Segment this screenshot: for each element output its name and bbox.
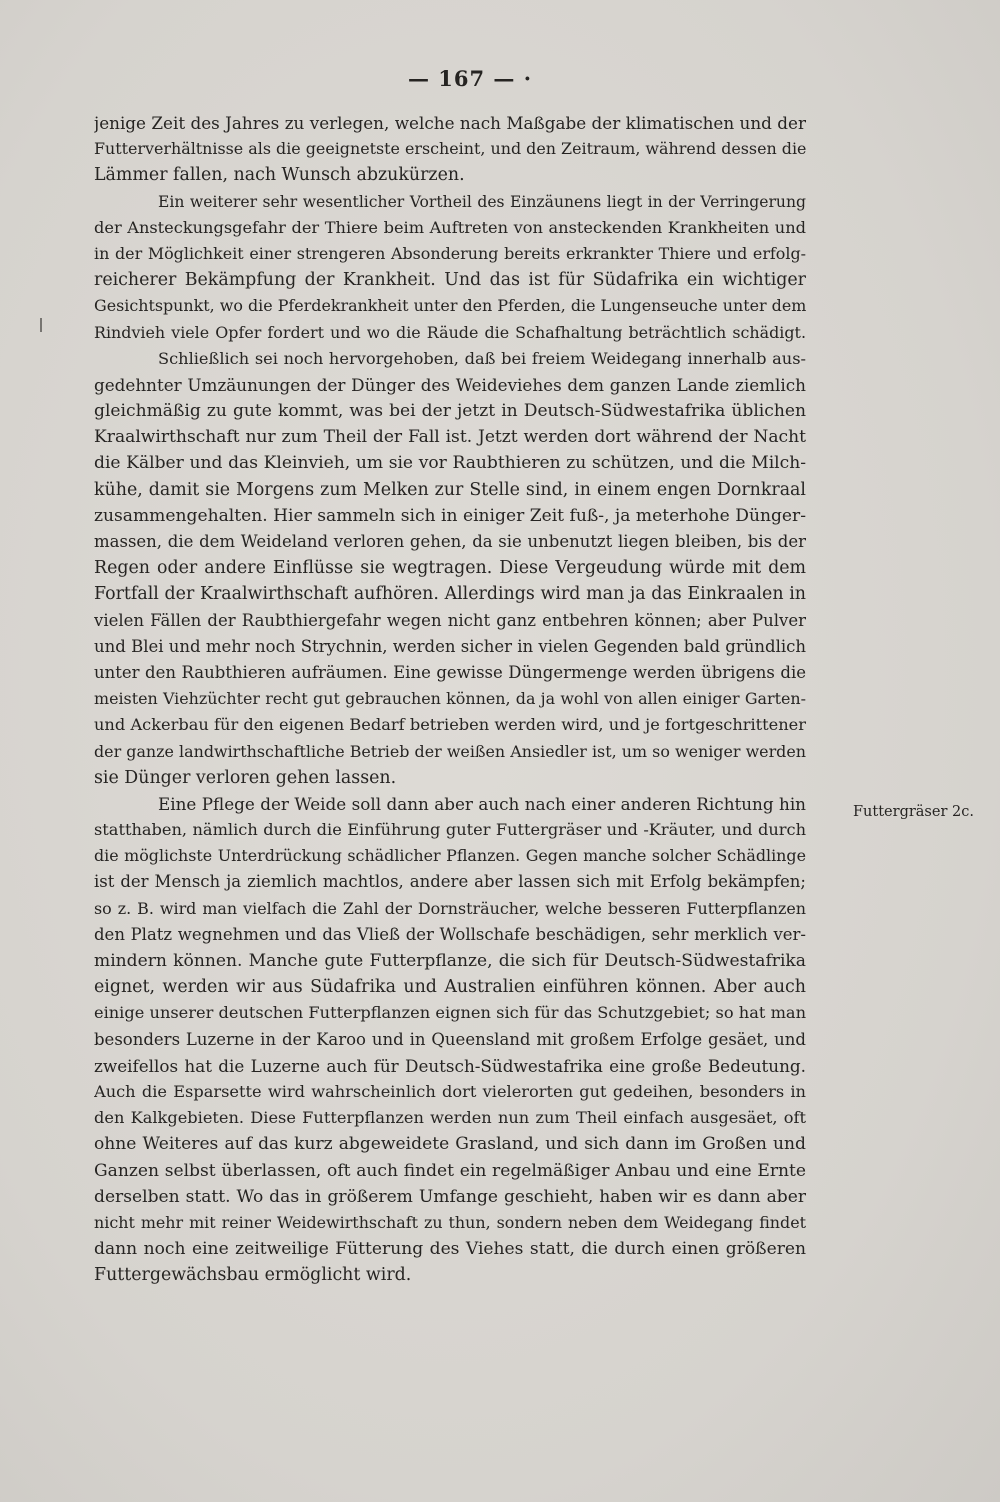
text-line: gedehnter Umzäunungen der Dünger des Weideviehes dem ganzen Lande ziemlich — [94, 374, 806, 395]
page-number: — 167 — · — [407, 66, 533, 91]
body-text — [94, 110, 806, 1288]
text-line: sie Dünger verloren gehen lassen. — [94, 767, 397, 788]
text-line: Lämmer fallen, nach Wunsch abzukürzen. — [94, 165, 465, 186]
text-line: Ganzen selbst überlassen, oft auch findet ein regelmäßiger Anbau und eine Ernte — [94, 1160, 806, 1181]
text-line: reicherer Bekämpfung der Krankheit. Und das ist für Südafrika ein wichtiger — [94, 270, 806, 291]
text-line: ist der Mensch ja ziemlich machtlos, andere aber lassen sich mit Erfolg bekämpfen; — [94, 872, 806, 892]
text-line: nicht mehr mit reiner Weidewirthschaft zu thun, sondern neben dem Weidegang findet — [94, 1212, 806, 1232]
text-line: kühe, damit sie Morgens zum Melken zur Stelle sind, in einem engen Dornkraal — [94, 479, 806, 500]
text-line: zusammengehalten. Hier sammeln sich in einiger Zeit fuß-, ja meterhohe Dünger- — [94, 505, 806, 526]
text-line: statthaben, nämlich durch die Einführung guter Futtergräser und -Kräuter, und durch — [94, 820, 806, 840]
text-line: die möglichste Unterdrückung schädlicher Pflanzen. Gegen manche solcher Schädlinge — [94, 846, 806, 866]
text-line: ohne Weiteres auf das kurz abgeweidete Grasland, und sich dann im Großen und — [94, 1134, 806, 1155]
text-line: unter den Raubthieren aufräumen. Eine gewisse Düngermenge werden übrigens die — [94, 662, 806, 682]
text-line: Fortfall der Kraalwirthschaft aufhören. Allerdings wird man ja das Einkraalen in — [94, 584, 806, 605]
margin-mark — [40, 318, 42, 332]
text-line: den Platz wegnehmen und das Vließ der Wollschafe beschädigen, sehr merklich ver- — [94, 924, 806, 944]
text-line: einige unserer deutschen Futterpflanzen eignen sich für das Schutzgebiet; so hat man — [94, 1003, 806, 1023]
text-line: jenige Zeit des Jahres zu verlegen, welche nach Maßgabe der klimatischen und der — [94, 113, 806, 133]
text-line: so z. B. wird man vielfach die Zahl der Dornsträucher, welche besseren Futterpflanzen — [94, 898, 806, 918]
text-line: Futterverhältnisse als die geeignetste erscheint, und den Zeitraum, während dessen die — [94, 139, 806, 159]
text-line: und Ackerbau für den eigenen Bedarf betrieben werden wird, und je fortgeschrittener — [94, 715, 806, 735]
text-line: dann noch eine zeitweilige Fütterung des Viehes statt, die durch einen größeren — [94, 1239, 806, 1260]
text-line: Rindvieh viele Opfer fordert und wo die Räude die Schafhaltung beträchtlich schädigt. — [94, 322, 806, 342]
text-line: Schließlich sei noch hervorgehoben, daß bei freiem Weidegang innerhalb aus- — [158, 348, 806, 368]
text-line: den Kalkgebieten. Diese Futterpflanzen werden nun zum Theil einfach ausgesäet, oft — [94, 1108, 806, 1128]
text-line: zweifellos hat die Luzerne auch für Deutsch-Südwestafrika eine große Bedeutung. — [94, 1055, 806, 1076]
text-line: Kraalwirthschaft nur zum Theil der Fall ist. Jetzt werden dort während der Nacht — [94, 427, 806, 448]
text-line: massen, die dem Weideland verloren gehen, da sie unbenutzt liegen bleiben, bis der — [94, 532, 806, 551]
text-line: die Kälber und das Kleinvieh, um sie vor Raubthieren zu schützen, und die Milch- — [94, 453, 806, 474]
text-line: mindern können. Manche gute Futterpflanze, die sich für Deutsch-Südwestafrika — [94, 951, 806, 971]
text-line: Ein weiterer sehr wesentlicher Vortheil des Einzäunens liegt in der Verringerung — [158, 192, 806, 211]
text-line: Regen oder andere Einflüsse sie wegtragen. Diese Vergeudung würde mit dem — [94, 558, 806, 579]
text-line: der ganze landwirthschaftliche Betrieb der weißen Ansiedler ist, um so weniger werden — [94, 741, 806, 761]
text-line: Eine Pflege der Weide soll dann aber auch nach einer anderen Richtung hin — [158, 793, 806, 814]
text-line: gleichmäßig zu gute kommt, was bei der jetzt in Deutsch-Südwestafrika üblichen — [94, 401, 806, 422]
text-line: der Ansteckungsgefahr der Thiere beim Auftreten von ansteckenden Krankheiten und — [94, 217, 806, 237]
text-line: und Blei und mehr noch Strychnin, werden sicher in vielen Gegenden bald gründlich — [94, 636, 806, 656]
margin-note: Futtergräser 2c. — [853, 804, 974, 820]
text-line: besonders Luzerne in der Karoo und in Queensland mit großem Erfolge gesäet, und — [94, 1029, 806, 1049]
text-line: Gesichtspunkt, wo die Pferdekrankheit unter den Pferden, die Lungenseuche unter dem — [94, 296, 806, 316]
text-line: vielen Fällen der Raubthiergefahr wegen nicht ganz entbehren können; aber Pulver — [94, 610, 806, 630]
text-line: in der Möglichkeit einer strengeren Absonderung bereits erkrankter Thiere und erfolg- — [94, 243, 806, 263]
text-line: derselben statt. Wo das in größerem Umfange geschieht, haben wir es dann aber — [94, 1186, 806, 1207]
text-line: meisten Viehzüchter recht gut gebrauchen können, da ja wohl von allen einiger Garten- — [94, 689, 806, 709]
text-line: Auch die Esparsette wird wahrscheinlich dort vielerorten gut gedeihen, besonders in — [94, 1081, 806, 1101]
text-line: eignet, werden wir aus Südafrika und Australien einführen können. Aber auch — [94, 977, 806, 998]
text-line: Futtergewächsbau ermöglicht wird. — [94, 1265, 412, 1286]
